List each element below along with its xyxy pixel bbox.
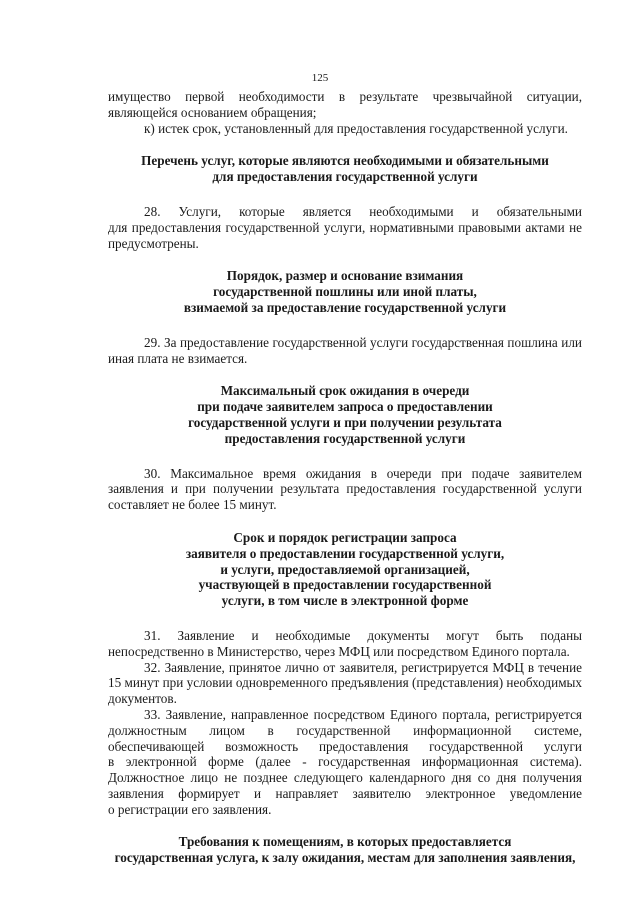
- paragraph-32: [108, 660, 582, 707]
- heading-line: государственной услуги и при получении результата: [188, 414, 502, 430]
- paragraph-28: [108, 204, 582, 251]
- section-heading: [108, 834, 582, 866]
- section-heading: [108, 153, 582, 185]
- heading-line: Порядок, размер и основание взимания: [226, 268, 464, 284]
- section-heading: [108, 530, 582, 609]
- text-line: 30. Максимальное время ожидания в очереди при подаче заявителем: [144, 465, 582, 481]
- text-line: предусмотрены.: [108, 235, 199, 251]
- heading-line: заявителя о предоставлении государственной услуги,: [185, 545, 505, 561]
- heading-line: для предоставления государственной услуги: [212, 169, 478, 185]
- heading-line: услуги, в том числе в электронной форме: [221, 593, 469, 609]
- list-item-k: к) истек срок, установленный для предоставления государственной услуги.: [144, 120, 568, 136]
- text-line: обеспечивающей возможность предоставления государственной услуги: [108, 738, 582, 754]
- text-line: иная плата не взимается.: [108, 350, 248, 366]
- page-content: [108, 89, 582, 866]
- text-line: имущество первой необходимости в результате чрезвычайной ситуации,: [108, 89, 582, 104]
- text-line: для предоставления государственной услуги, нормативными правовыми актами не: [108, 219, 582, 235]
- section-heading: [108, 268, 582, 315]
- heading-line: взимаемой за предоставление государственной услуги: [183, 299, 507, 315]
- text-line: 15 минут при условии одновременного предъявления (представления) необходимых: [108, 675, 582, 691]
- paragraph-continuation: [108, 89, 582, 121]
- heading-line: участвующей в предоставлении государственной: [198, 577, 492, 593]
- text-line: являющейся основанием обращения;: [108, 104, 317, 120]
- heading-line: Максимальный срок ожидания в очереди: [220, 383, 470, 399]
- text-line: в электронной форме (далее - государственная информационная система).: [108, 754, 582, 770]
- heading-line: государственная услуга, к залу ожидания, местам для заполнения заявления,: [114, 850, 576, 866]
- text-line: 29. За предоставление государственной услуги государственная пошлина или: [144, 334, 582, 350]
- heading-line: предоставления государственной услуги: [224, 430, 466, 446]
- heading-line: Требования к помещениям, в которых предоставляется: [178, 834, 512, 850]
- heading-line: и услуги, предоставляемой организацией,: [220, 561, 470, 577]
- heading-line: при подаче заявителем запроса о предоставлении: [197, 399, 493, 415]
- text-line: должностным лицом в государственной информационной системе,: [108, 722, 582, 738]
- text-line: документов.: [108, 691, 177, 707]
- text-line: составляет не более 15 минут.: [108, 497, 277, 513]
- text-line: Должностное лицо не позднее следующего календарного дня со дня получения: [108, 770, 582, 786]
- text-line: заявления формирует и направляет заявителю электронное уведомление: [108, 785, 582, 801]
- paragraph-33: [108, 707, 582, 818]
- text-line: о регистрации его заявления.: [108, 801, 272, 817]
- text-line: 28. Услуги, которые является необходимыми и обязательными: [144, 203, 582, 219]
- heading-line: Перечень услуг, которые являются необходимыми и обязательными: [141, 153, 549, 169]
- heading-line: Срок и порядок регистрации запроса: [233, 529, 457, 545]
- paragraph-29: [108, 335, 582, 367]
- paragraph-30: [108, 466, 582, 513]
- text-line: 33. Заявление, направленное посредством Единого портала, регистрируется: [144, 706, 582, 722]
- text-line: 32. Заявление, принятое лично от заявителя, регистрируется МФЦ в течение: [144, 659, 582, 675]
- paragraph-31: [108, 628, 582, 660]
- page-number: 125: [311, 72, 329, 84]
- heading-line: государственной пошлины или иной платы,: [213, 284, 477, 300]
- text-line: непосредственно в Министерство, через МФЦ или посредством Единого портала.: [108, 643, 570, 659]
- text-line: заявления и при получении результата предоставления государственной услуги: [108, 481, 582, 497]
- section-heading: [108, 383, 582, 446]
- text-line: 31. Заявление и необходимые документы могут быть поданы: [144, 627, 582, 643]
